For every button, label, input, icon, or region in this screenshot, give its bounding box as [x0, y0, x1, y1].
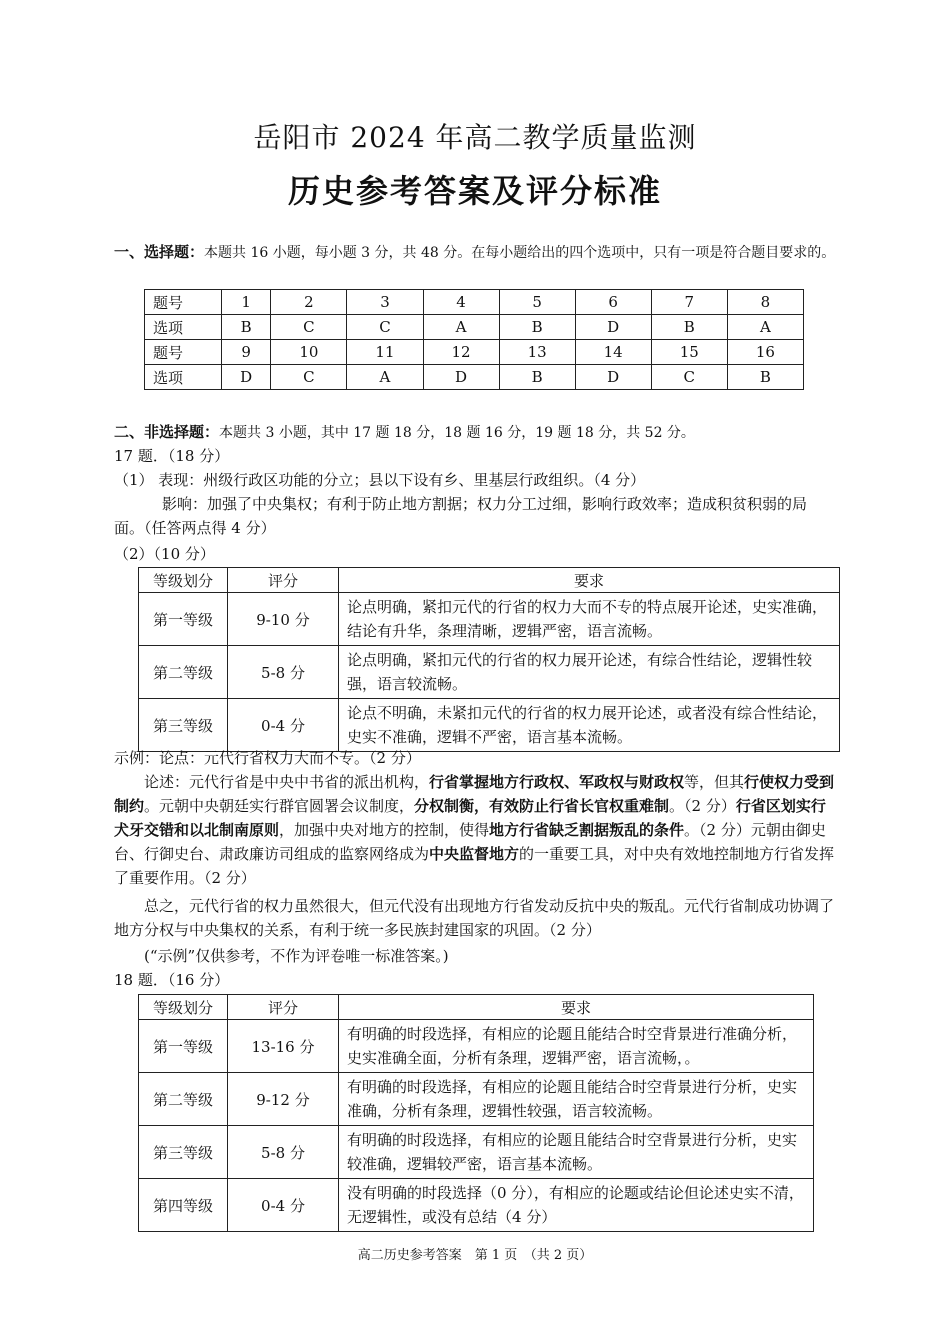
argument-key-point: 行省掌握地方行政权、军政权与财政权: [429, 773, 685, 791]
section1-heading: 一、选择题：: [114, 243, 205, 261]
answer-cell: D: [423, 365, 499, 390]
requirement-cell: 有明确的时段选择，有相应的论题且能结合时空背景进行准确分析，史实准确全面，分析有条理，逻辑严密，语言流畅，。: [339, 1020, 814, 1073]
q17-note: (“示例”仅供参考，不作为评卷唯一标准答案。): [144, 947, 449, 965]
score-cell: 0-4 分: [228, 1179, 339, 1232]
question-number: 3: [347, 290, 423, 315]
q17-part1-line1: （1） 表现：州级行政区功能的分立；县以下设有乡、里基层行政组织。（4 分）: [114, 471, 646, 489]
requirement-cell: 没有明确的时段选择（0 分），有相应的论题或结论但论述史实不清，无逻辑性，或没有总结（4 分）: [339, 1179, 814, 1232]
argument-text: 。（2 分）元朝由御史台、行御史台、肃政廉访司组成的监察网络成为: [114, 821, 826, 863]
table-row: [139, 699, 840, 752]
header-cell: 等级划分: [139, 995, 228, 1020]
argument-key-point: 中央监督地方: [429, 845, 520, 863]
table-row: [139, 1020, 814, 1073]
question-number: 1: [222, 290, 271, 315]
choice-answer-table: [144, 289, 804, 390]
table-row: [139, 1179, 814, 1232]
table-row: [139, 1073, 814, 1126]
score-cell: 0-4 分: [228, 699, 339, 752]
answer-cell: A: [347, 365, 423, 390]
question-number: 12: [423, 340, 499, 365]
table-row: [145, 365, 804, 390]
argument-key-point: 行使权力受到制约: [114, 773, 835, 815]
q17-part2-title: （2）（10 分）: [114, 545, 215, 563]
table-row: [139, 646, 840, 699]
row-label: 题号: [145, 290, 222, 315]
answer-cell: C: [347, 315, 423, 340]
table-row: [145, 340, 804, 365]
question-number: 4: [423, 290, 499, 315]
answer-cell: D: [222, 365, 271, 390]
row-label: 题号: [145, 340, 222, 365]
section2-heading: 二、非选择题：: [114, 423, 220, 441]
section1-text: 本题共 16 小题，每小题 3 分，共 48 分。在每小题给出的四个选项中，只有一项是符合题目要求的。: [204, 245, 836, 261]
score-cell: 5-8 分: [228, 646, 339, 699]
requirement-cell: 有明确的时段选择，有相应的论题且能结合时空背景进行分析，史实准确，分析有条理，逻辑性较强，语言较流畅。: [339, 1073, 814, 1126]
row-label: 选项: [145, 365, 222, 390]
table-row: [139, 593, 840, 646]
section2-text: 本题共 3 小题，其中 17 题 18 分，18 题 16 分，19 题 18 分，共 52 分。: [219, 425, 695, 441]
answer-cell: D: [575, 365, 651, 390]
answer-cell: C: [271, 315, 347, 340]
requirement-cell: 论点明确，紧扣元代的行省的权力展开论述，有综合性结论，逻辑性较强，语言较流畅。: [339, 646, 840, 699]
question-number: 2: [271, 290, 347, 315]
argument-key-point: 地方行省缺乏割据叛乱的条件: [489, 821, 685, 839]
argument-key-point: 分权制衡，有效防止行省长官权重难制: [414, 797, 670, 815]
answer-cell: A: [727, 315, 803, 340]
argument-key-point: 行省区划实行犬牙交错和以北制南原则: [114, 797, 826, 839]
score-cell: 9-12 分: [228, 1073, 339, 1126]
header-cell: 要求: [339, 995, 814, 1020]
exam-title: 岳阳市 2024 年高二教学质量监测: [253, 121, 697, 154]
table-row: [145, 290, 804, 315]
level-cell: 第一等级: [139, 1020, 228, 1073]
level-cell: 第一等级: [139, 593, 228, 646]
section2-intro: [114, 420, 836, 445]
level-cell: 第三等级: [139, 699, 228, 752]
question-number: 15: [651, 340, 727, 365]
q17-example: 示例：论点：元代行省权力大而不专。（2 分）: [114, 749, 421, 767]
argument-text: 。（2 分）: [669, 797, 736, 815]
q17-title: 17 题．（18 分）: [114, 447, 230, 465]
answer-cell: D: [575, 315, 651, 340]
question-number: 14: [575, 340, 651, 365]
answer-cell: B: [727, 365, 803, 390]
answer-cell: B: [499, 365, 575, 390]
header-cell: 等级划分: [139, 568, 228, 593]
table-header-row: [139, 995, 814, 1020]
answer-cell: B: [499, 315, 575, 340]
q17-part1-line2: 影响：加强了中央集权；有利于防止地方割据；权力分工过细，影响行政效率；造成积贫积弱的局面。（任答两点得 4 分）: [114, 495, 808, 537]
header-cell: 评分: [228, 568, 339, 593]
answer-title: 历史参考答案及评分标准: [287, 172, 662, 210]
argument-text: 的一重要工具，对中央有效地控制地方行省发挥了重要作用。（2 分）: [114, 845, 835, 887]
score-cell: 9-10 分: [228, 593, 339, 646]
argument-text: 。元朝中央朝廷实行群官圆署会议制度，: [144, 797, 415, 815]
requirement-cell: 论点不明确，未紧扣元代的行省的权力展开论述，或者没有综合性结论，史实不准确，逻辑不严密，语言基本流畅。: [339, 699, 840, 752]
section1-intro: [114, 240, 836, 265]
q17-summary: 总之，元代行省的权力虽然很大，但元代没有出现地方行省发动反抗中央的叛乱。元代行省制成功协调了地方分权与中央集权的关系，有利于统一多民族封建国家的巩固。（2 分）: [114, 897, 835, 939]
argument-text: 等，但其: [684, 773, 745, 791]
q18-grading-table: [138, 994, 814, 1232]
header-cell: 要求: [339, 568, 840, 593]
q18-title: 18 题．（16 分）: [114, 971, 230, 989]
argument-text: ，加强中央对地方的控制，使得: [279, 821, 490, 839]
level-cell: 第二等级: [139, 646, 228, 699]
score-cell: 5-8 分: [228, 1126, 339, 1179]
table-row: [145, 315, 804, 340]
table-row: [139, 1126, 814, 1179]
q17-grading-table: [138, 567, 840, 752]
question-number: 9: [222, 340, 271, 365]
answer-cell: A: [423, 315, 499, 340]
header-cell: 评分: [228, 995, 339, 1020]
page-footer: 高二历史参考答案 第 1 页 （共 2 页）: [357, 1248, 593, 1263]
score-cell: 13-16 分: [228, 1020, 339, 1073]
level-cell: 第二等级: [139, 1073, 228, 1126]
question-number: 11: [347, 340, 423, 365]
answer-cell: B: [222, 315, 271, 340]
row-label: 选项: [145, 315, 222, 340]
question-number: 6: [575, 290, 651, 315]
answer-cell: C: [271, 365, 347, 390]
answer-cell: B: [651, 315, 727, 340]
requirement-cell: 论点明确，紧扣元代的行省的权力大而不专的特点展开论述，史实准确，结论有升华，条理清晰，逻辑严密，语言流畅。: [339, 593, 840, 646]
answer-cell: C: [651, 365, 727, 390]
question-number: 5: [499, 290, 575, 315]
q17-argument: [114, 770, 836, 890]
question-number: 10: [271, 340, 347, 365]
question-number: 8: [727, 290, 803, 315]
requirement-cell: 有明确的时段选择，有相应的论题且能结合时空背景进行分析，史实较准确，逻辑较严密，语言基本流畅。: [339, 1126, 814, 1179]
level-cell: 第四等级: [139, 1179, 228, 1232]
question-number: 16: [727, 340, 803, 365]
table-header-row: [139, 568, 840, 593]
level-cell: 第三等级: [139, 1126, 228, 1179]
argument-text: 论述：元代行省是中央中书省的派出机构，: [144, 773, 430, 791]
question-number: 7: [651, 290, 727, 315]
question-number: 13: [499, 340, 575, 365]
